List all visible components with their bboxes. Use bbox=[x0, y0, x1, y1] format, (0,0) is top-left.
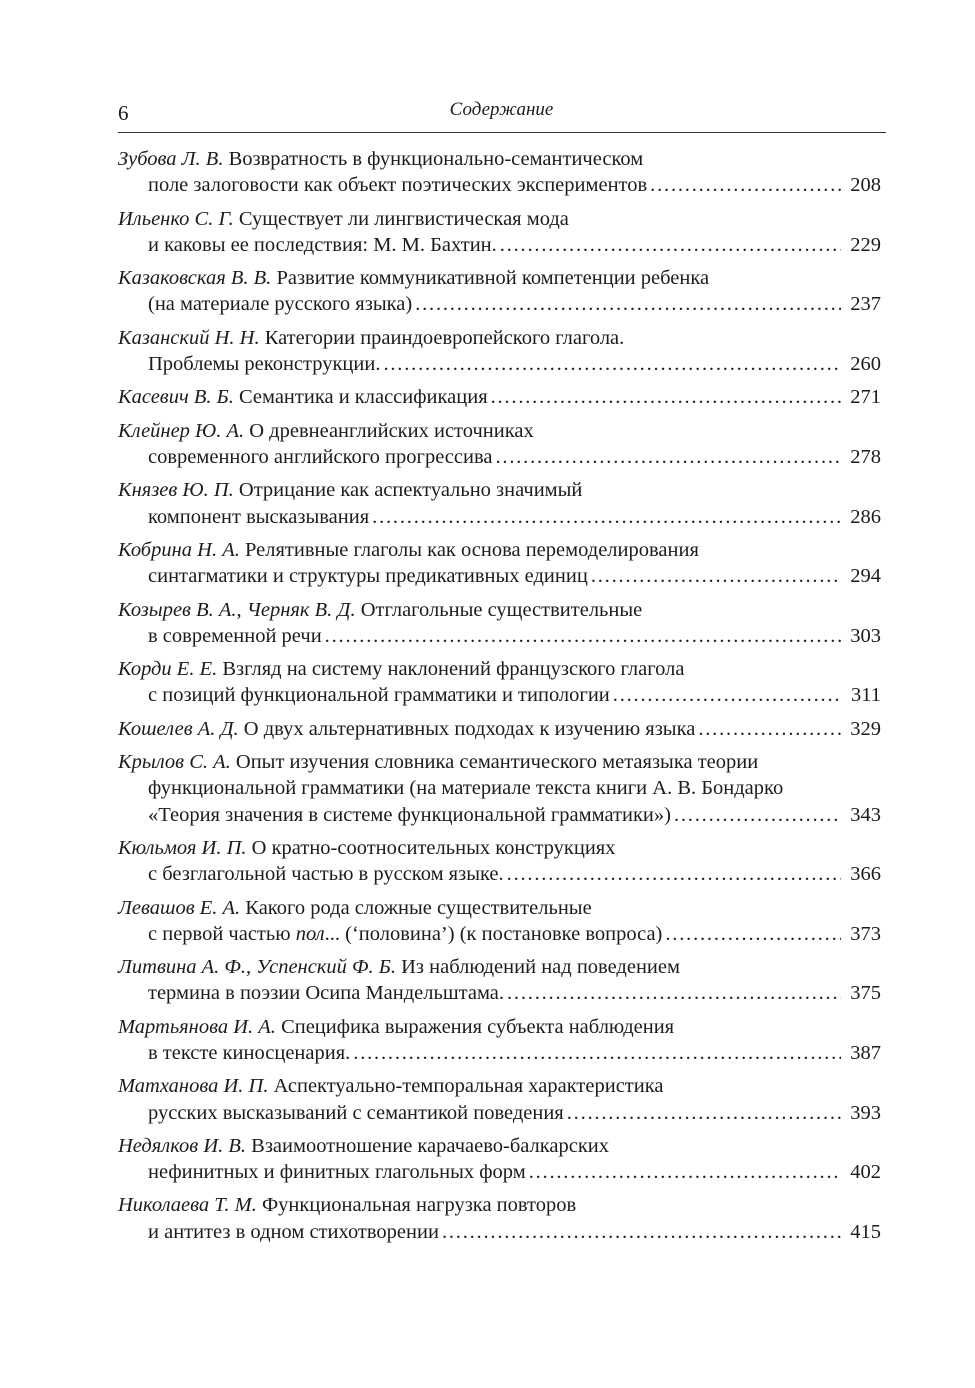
toc-entry-heading bbox=[118, 206, 569, 232]
toc-entry-title: Категории праиндоевропейского глагола. bbox=[259, 326, 625, 349]
toc-entry-last-line bbox=[118, 921, 881, 947]
toc-entry-author: Мартьянова И. А. bbox=[118, 1015, 276, 1038]
toc-entry-first-line bbox=[118, 1192, 881, 1218]
toc-entry-page: 343 bbox=[850, 803, 881, 826]
toc-entry-title: Взгляд на систему наклонений французского глагола bbox=[217, 658, 685, 681]
toc-entry-last-line bbox=[118, 351, 881, 377]
toc-entry-author: Кобрина Н. А. bbox=[118, 538, 240, 561]
toc-entry[interactable] bbox=[118, 146, 881, 198]
toc-entry-page: 208 bbox=[850, 174, 881, 197]
toc-entry-author: Кюльмоя И. П. bbox=[118, 836, 247, 859]
toc-entry-title-end-text: с безглагольной частью в русском языке. bbox=[148, 863, 504, 886]
toc-entry-title-end bbox=[148, 802, 671, 828]
toc-entry-author: Николаева Т. М. bbox=[118, 1194, 257, 1217]
toc-entry-title-continued: функциональной грамматики (на материале текста книги А. В. Бондарко bbox=[148, 777, 784, 800]
toc-entry[interactable] bbox=[118, 895, 881, 947]
toc-entry-title-end bbox=[148, 504, 369, 530]
toc-entry-last-line bbox=[118, 1040, 881, 1066]
toc-entry-author: Казаковская В. В. bbox=[118, 267, 272, 290]
toc-entry-title-end bbox=[148, 563, 588, 589]
toc-entry[interactable] bbox=[118, 265, 881, 317]
toc-entry[interactable] bbox=[118, 835, 881, 887]
toc-entry[interactable] bbox=[118, 384, 881, 410]
toc-entry-continuation-line bbox=[118, 775, 881, 801]
toc-leader-dots bbox=[567, 1100, 841, 1126]
toc-entry-title-end-text: (на материале русского языка) bbox=[148, 293, 413, 316]
toc-entry-first-line bbox=[118, 1133, 881, 1159]
toc-entry-page: 229 bbox=[850, 233, 881, 256]
toc-entry-first-line bbox=[118, 325, 881, 351]
toc-entry[interactable] bbox=[118, 1133, 881, 1185]
toc-entry-title: Взаимоотношение карачаево-балкарских bbox=[246, 1134, 610, 1157]
toc-entry-last-line bbox=[118, 232, 881, 258]
toc-entry-page: 375 bbox=[850, 982, 881, 1005]
toc-entry-author: Крылов С. А. bbox=[118, 751, 231, 774]
toc-entry-first-line bbox=[118, 895, 881, 921]
toc-entry-last-line bbox=[118, 861, 881, 887]
toc-leader-dots bbox=[507, 861, 841, 887]
header-rule bbox=[118, 132, 886, 133]
toc-entry-page: 278 bbox=[850, 445, 881, 468]
toc-entry-title-end-text: ... (‘половина’) (к постановке вопроса) bbox=[324, 922, 663, 945]
toc-leader-dots bbox=[372, 504, 841, 530]
toc-entry-heading bbox=[118, 418, 534, 444]
toc-entry-heading bbox=[118, 656, 684, 682]
toc-entry-title: Из наблюдений над поведением bbox=[395, 956, 680, 979]
toc-entry-first-line bbox=[118, 206, 881, 232]
toc-leader-dots bbox=[500, 232, 841, 258]
toc-entry-page: 415 bbox=[850, 1220, 881, 1243]
toc-leader-dots bbox=[383, 351, 841, 377]
toc-entry-title: Отрицание как аспектуально значимый bbox=[233, 479, 583, 502]
toc-entry-heading bbox=[118, 1192, 576, 1218]
toc-entry-page: 237 bbox=[850, 293, 881, 316]
running-title: Содержание bbox=[449, 99, 554, 120]
toc-entry-author: Касевич В. Б. bbox=[118, 386, 234, 409]
toc-entry-last-line bbox=[118, 980, 881, 1006]
toc-entry-author: Князев Ю. П. bbox=[118, 479, 234, 502]
toc-entry-title-end-text: и каковы ее последствия: М. М. Бахтин. bbox=[148, 233, 497, 256]
toc-entry-title-end bbox=[148, 351, 380, 377]
toc-entry-title-end-text: Проблемы реконструкции. bbox=[148, 352, 381, 375]
toc-entry-title-end bbox=[148, 682, 610, 708]
page-number: 6 bbox=[118, 101, 129, 125]
toc-entry-page: 366 bbox=[850, 863, 881, 886]
toc-entry-title: Специфика выражения субъекта наблюдения bbox=[275, 1015, 675, 1038]
toc-entry[interactable] bbox=[118, 206, 881, 258]
toc-entry-last-line bbox=[118, 563, 881, 589]
toc-entry-title-end bbox=[148, 1159, 526, 1185]
toc-entry-first-line bbox=[118, 656, 881, 682]
toc-leader-dots bbox=[491, 384, 841, 410]
toc-entry-first-line bbox=[118, 749, 881, 775]
toc-leader-dots bbox=[665, 921, 841, 947]
toc-entry-author: Матханова И. П. bbox=[118, 1075, 269, 1098]
toc-entry-page: 393 bbox=[850, 1101, 881, 1124]
toc-entry-title-end bbox=[148, 861, 504, 887]
toc-entry[interactable] bbox=[118, 656, 881, 708]
toc-entry-heading bbox=[118, 895, 592, 921]
toc-entry-title-end bbox=[148, 1040, 350, 1066]
toc-entry-page: 286 bbox=[850, 505, 881, 528]
toc-entry-page: 373 bbox=[850, 922, 881, 945]
toc-entry-title-end-text: в современной речи bbox=[148, 624, 322, 647]
toc-entry[interactable] bbox=[118, 1073, 881, 1125]
toc-entry-heading bbox=[118, 1014, 674, 1040]
toc-entry-author: Ильенко С. Г. bbox=[118, 207, 234, 230]
toc-entry-first-line bbox=[118, 537, 881, 563]
toc-entry-first-line bbox=[118, 954, 881, 980]
toc-leader-dots bbox=[442, 1219, 841, 1245]
toc-entry-title-end-italic: пол bbox=[295, 922, 325, 945]
toc-entry-title-end-text: с позиций функциональной грамматики и типологии bbox=[148, 684, 610, 707]
toc-entry-heading bbox=[118, 265, 709, 291]
toc-entry-first-line bbox=[118, 716, 881, 742]
toc-entry-page: 271 bbox=[850, 386, 881, 409]
toc-entry-first-line bbox=[118, 1014, 881, 1040]
toc-entry-title-end-text: русских высказываний с семантикой поведения bbox=[148, 1101, 564, 1124]
toc-entry-first-line bbox=[118, 146, 881, 172]
toc-leader-dots bbox=[415, 291, 841, 317]
toc-entry-last-line bbox=[118, 1159, 881, 1185]
toc-entry-title: Существует ли лингвистическая мода bbox=[233, 207, 569, 230]
toc-entry-heading bbox=[118, 477, 582, 503]
toc-entry-title-end bbox=[148, 1219, 439, 1245]
toc-entry-heading bbox=[118, 1073, 663, 1099]
toc-entry-author: Кошелев А. Д. bbox=[118, 717, 239, 740]
toc-leader-dots bbox=[325, 623, 841, 649]
toc-leader-dots bbox=[529, 1159, 841, 1185]
toc-entry-title: Отглагольные существительные bbox=[355, 598, 643, 621]
toc-entry-title-end bbox=[148, 623, 322, 649]
toc-entry-title-end bbox=[148, 232, 497, 258]
toc-entry-page: 402 bbox=[850, 1161, 881, 1184]
toc-entry-heading bbox=[118, 537, 699, 563]
toc-entry[interactable] bbox=[118, 1014, 881, 1066]
toc-entry[interactable] bbox=[118, 477, 881, 529]
toc-entry-page: 260 bbox=[850, 352, 881, 375]
toc-entry[interactable] bbox=[118, 418, 881, 470]
toc-entry-title: Возвратность в функционально-семантическом bbox=[223, 148, 644, 170]
toc-entry-author: Казанский Н. Н. bbox=[118, 326, 260, 349]
toc-entry-page: 294 bbox=[850, 565, 881, 588]
toc-entry-title: Опыт изучения словника семантического метаязыка теории bbox=[230, 751, 759, 774]
toc-entry-author-separator: , bbox=[236, 598, 247, 621]
toc-entry-heading bbox=[118, 749, 758, 775]
toc-entry-title: Какого рода сложные существительные bbox=[240, 896, 592, 919]
toc-entry-author: Литвина А. Ф., Успенский Ф. Б. bbox=[118, 956, 396, 979]
toc-entry-last-line bbox=[118, 444, 881, 470]
toc-entry-last-line bbox=[118, 802, 881, 828]
toc-entry-author: Недялков И. В. bbox=[118, 1134, 247, 1157]
toc-entry-title-end-text: в тексте киносценария. bbox=[148, 1041, 351, 1064]
toc-entry-author: Левашов Е. А. bbox=[118, 896, 241, 919]
toc-entry-last-line bbox=[118, 291, 881, 317]
toc-leader-dots bbox=[698, 716, 841, 742]
table-of-contents bbox=[118, 146, 881, 1252]
toc-entry-author: Козырев В. А. bbox=[118, 598, 237, 621]
toc-entry-page: 329 bbox=[850, 717, 881, 740]
toc-entry-title: Развитие коммуникативной компетенции ребенка bbox=[271, 267, 710, 290]
toc-entry-last-line bbox=[118, 172, 881, 198]
toc-leader-dots bbox=[591, 563, 841, 589]
toc-entry-title-end bbox=[148, 921, 662, 947]
toc-entry-heading bbox=[118, 325, 624, 351]
toc-entry-heading bbox=[118, 1133, 609, 1159]
toc-entry-first-line bbox=[118, 835, 881, 861]
toc-entry-heading bbox=[118, 384, 488, 410]
toc-leader-dots bbox=[613, 682, 841, 708]
toc-entry-heading bbox=[118, 597, 642, 623]
toc-entry-title-end bbox=[148, 291, 412, 317]
toc-entry[interactable] bbox=[118, 1192, 881, 1244]
toc-entry-last-line bbox=[118, 504, 881, 530]
toc-entry-title-end-text: нефинитных и финитных глагольных форм bbox=[148, 1161, 526, 1184]
toc-entry-title-end-text: синтагматики и структуры предикативных единиц bbox=[148, 565, 588, 588]
toc-entry-first-line bbox=[118, 265, 881, 291]
toc-leader-dots bbox=[495, 444, 841, 470]
toc-entry-title-end bbox=[148, 444, 492, 470]
toc-entry-author: Клейнер Ю. А. bbox=[118, 419, 245, 442]
toc-entry[interactable] bbox=[118, 954, 881, 1006]
toc-entry-first-line bbox=[118, 418, 881, 444]
toc-entry[interactable] bbox=[118, 716, 881, 742]
toc-entry-heading bbox=[118, 835, 615, 861]
toc-entry-heading bbox=[118, 146, 643, 172]
toc-entry-first-line bbox=[118, 597, 881, 623]
toc-leader-dots bbox=[507, 980, 841, 1006]
toc-entry[interactable] bbox=[118, 325, 881, 377]
toc-entry-last-line bbox=[118, 623, 881, 649]
toc-entry-first-line bbox=[118, 384, 881, 410]
toc-entry-title: О древнеанглийских источниках bbox=[244, 419, 534, 442]
toc-entry-title: Аспектуально-темпоральная характеристика bbox=[268, 1075, 664, 1098]
toc-entry-title-end-text: компонент высказывания bbox=[148, 505, 370, 528]
toc-entry-coauthor: Черняк В. Д. bbox=[246, 598, 356, 621]
toc-entry-heading bbox=[118, 954, 680, 980]
toc-entry-author: Зубова Л. В. bbox=[118, 148, 224, 170]
toc-entry-first-line bbox=[118, 1073, 881, 1099]
toc-entry-title-end-text: современного английского прогрессива bbox=[148, 445, 493, 468]
toc-leader-dots bbox=[674, 802, 841, 828]
toc-entry-title: Релятивные глаголы как основа перемоделирования bbox=[239, 538, 699, 561]
toc-entry-title-end-text: поле залоговости как объект поэтических экспериментов bbox=[148, 174, 648, 197]
toc-entry-heading bbox=[118, 716, 695, 742]
toc-entry-first-line bbox=[118, 477, 881, 503]
toc-entry-last-line bbox=[118, 1100, 881, 1126]
toc-entry[interactable] bbox=[118, 537, 881, 589]
toc-entry-title-end bbox=[148, 980, 504, 1006]
toc-entry-title: О двух альтернативных подходах к изучению языка bbox=[238, 717, 696, 740]
toc-entry-title: Семантика и классификация bbox=[233, 386, 488, 409]
toc-entry-title: О кратно-соотносительных конструкциях bbox=[246, 836, 616, 859]
toc-entry-author: Корди Е. Е. bbox=[118, 658, 218, 681]
toc-entry-title-end-text: термина в поэзии Осипа Мандельштама. bbox=[148, 982, 504, 1005]
toc-entry-page: 387 bbox=[850, 1041, 881, 1064]
toc-entry-title-end bbox=[148, 1100, 564, 1126]
toc-entry-title-end-prefix: с первой частью bbox=[148, 922, 296, 945]
toc-entry[interactable] bbox=[118, 749, 881, 828]
toc-entry-page: 311 bbox=[851, 684, 881, 707]
toc-entry-page: 303 bbox=[850, 624, 881, 647]
toc-leader-dots bbox=[353, 1040, 841, 1066]
toc-entry-last-line bbox=[118, 1219, 881, 1245]
toc-entry[interactable] bbox=[118, 597, 881, 649]
toc-leader-dots bbox=[650, 172, 841, 198]
toc-entry-title-end-text: «Теория значения в системе функциональной грамматики») bbox=[148, 803, 671, 826]
toc-entry-title-end bbox=[148, 172, 647, 198]
toc-entry-title-end-text: и антитез в одном стихотворении bbox=[148, 1220, 439, 1243]
toc-entry-last-line bbox=[118, 682, 881, 708]
toc-entry-title: Функциональная нагрузка повторов bbox=[256, 1194, 577, 1217]
